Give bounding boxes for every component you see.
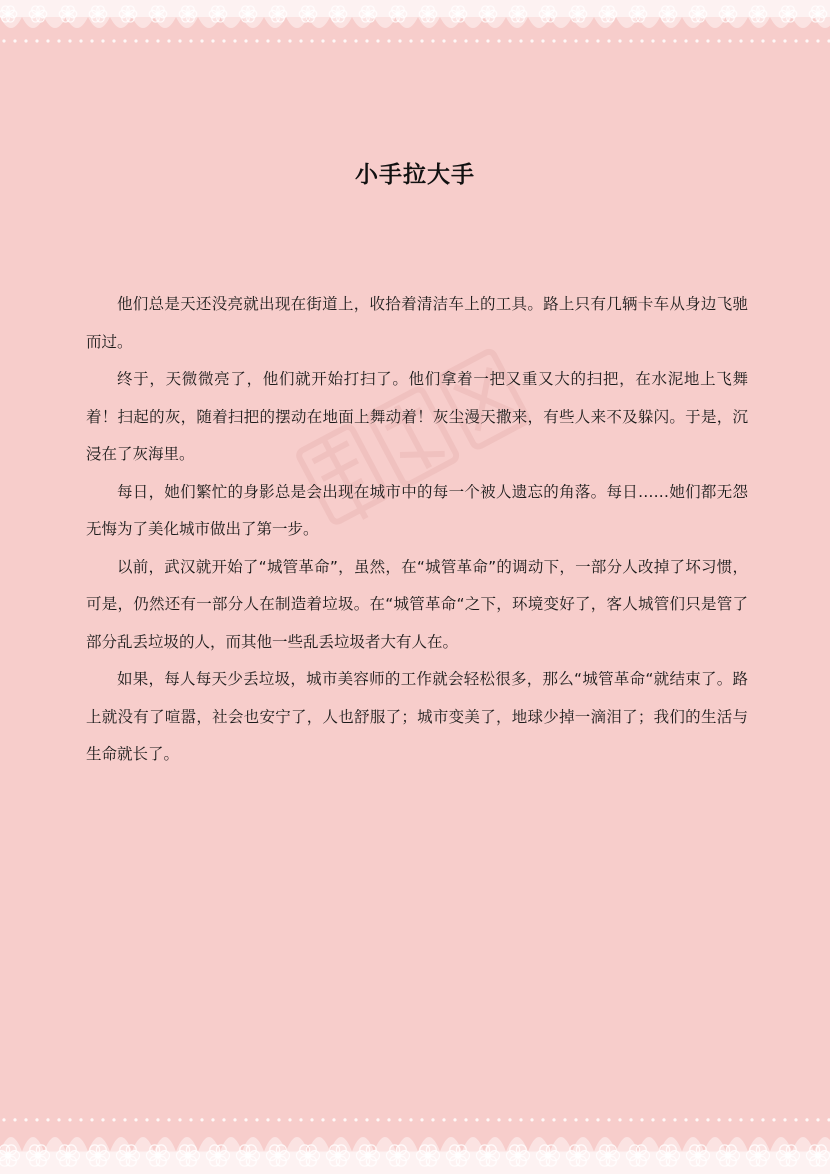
paragraph: 以前，武汉就开始了“城管革命”，虽然，在“城管革命”的调动下，一部分人改掉了坏习惯，可是，仍然还有一部分人在制造着垃圾。在“城管革命“之下，环境变好了，客人城管们只是管了部分乱丢垃圾的人，而其他一些乱丢垃圾者大有人在。 bbox=[86, 557, 748, 651]
lace-motif bbox=[0, 1118, 830, 1174]
document-title: 小手拉大手 bbox=[355, 162, 475, 188]
top-lace-border bbox=[0, 0, 830, 50]
paragraph: 每日，她们繁忙的身影总是会出现在城市中的每一个被人遗忘的角落。每日……她们都无怨无悔为了美化城市做出了第一步。 bbox=[86, 482, 748, 538]
paragraph: 如果，每人每天少丢垃圾，城市美容师的工作就会轻松很多，那么“城管革命“就结束了。路上就没有了喧嚣，社会也安宁了，人也舒服了；城市变美了，地球少掉一滴泪了；我们的生活与生命就长了。 bbox=[86, 670, 748, 763]
document-body bbox=[86, 286, 748, 774]
lace-pattern-top bbox=[0, 0, 830, 50]
paragraph: 终于，天微微亮了，他们就开始打扫了。他们拿着一把又重又大的扫把，在水泥地上飞舞着！扫起的灰，随着扫把的摆动在地面上舞动着！灰尘漫天撒来，有些人来不及躲闪。于是，沉浸在了灰海里。 bbox=[86, 370, 748, 463]
bottom-lace-border bbox=[0, 1108, 830, 1174]
lace-pattern-bottom bbox=[0, 1108, 830, 1174]
lace-motif bbox=[0, 0, 830, 43]
paragraph: 他们总是天还没亮就出现在街道上，收拾着清洁车上的工具。路上只有几辆卡车从身边飞驰而过。 bbox=[86, 295, 748, 351]
